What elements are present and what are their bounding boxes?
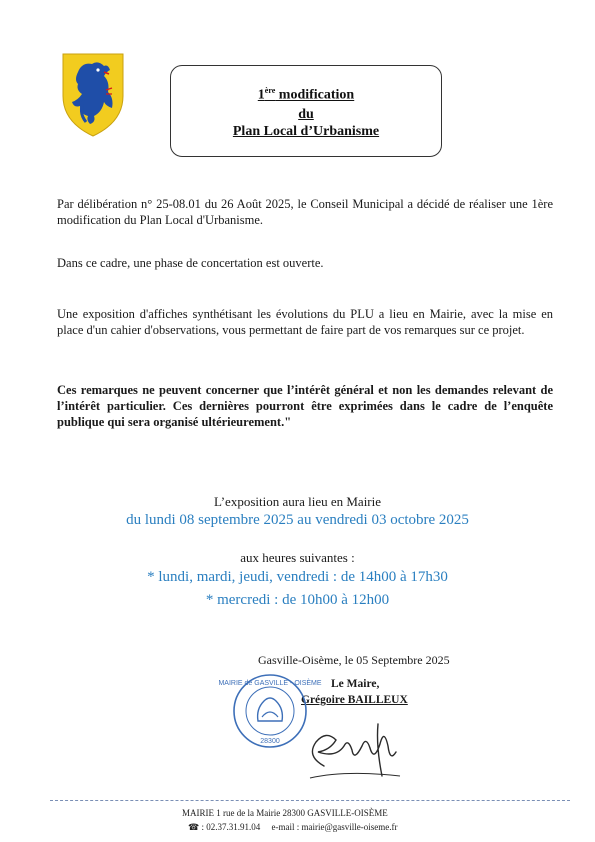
exhibition-intro: L’exposition aura lieu en Mairie [213, 494, 382, 509]
hours-intro: aux heures suivantes : [240, 550, 355, 565]
phone-icon: ☎ [188, 822, 200, 832]
footer-email: e-mail : mairie@gasville-oiseme.fr [271, 822, 398, 832]
handwritten-signature [296, 706, 416, 786]
lion-rampant-crest-icon [60, 50, 126, 138]
title-line-2: du [298, 107, 314, 122]
paragraph-deliberation: Par délibération n° 25-08.01 du 26 Août 2025, le Conseil Municipal a décidé de réaliser une 1ère modification du Plan Local d'Urbanisme. [57, 197, 553, 227]
mayor-name: Grégoire BAILLEUX [301, 694, 408, 706]
place-date: Gasville-Oisème, le 05 Septembre 2025 [258, 653, 450, 667]
paragraph-concertation: Dans ce cadre, une phase de concertation est ouverte. [57, 256, 324, 270]
paragraph-remarques: Ces remarques ne peuvent concerner que l’intérêt général et non les demandes relevant de l’intérêt particulier. Ces dernières pourront être exprimées dans le cadre de l’enquête publique qui sera organisé ultérieurement." [57, 383, 553, 429]
signature-icon [296, 706, 416, 786]
footer-address: MAIRIE 1 rue de la Mairie 28300 GASVILLE-OISÈME [182, 808, 388, 818]
svg-text:MAIRIE de GASVILLE - OISÈME: MAIRIE de GASVILLE - OISÈME [218, 680, 322, 687]
title-line-1: 1ère modification [257, 86, 355, 103]
hours-wednesday: * mercredi : de 10h00 à 12h00 [205, 592, 390, 608]
footer-divider [50, 800, 570, 801]
title-line-3: Plan Local d’Urbanisme [232, 124, 380, 139]
footer-contact [188, 822, 397, 833]
paragraph-exposition: Une exposition d'affiches synthétisant les évolutions du PLU a lieu en Mairie, avec la mise en place d'un cahier d'observations, vous permettant de faire part de vos remarques sur ce projet. [57, 307, 553, 337]
mayor-title: Le Maire, [331, 678, 380, 690]
hours-weekdays: * lundi, mardi, jeudi, vendredi : de 14h00 à 17h30 [147, 569, 448, 585]
exhibition-dates: du lundi 08 septembre 2025 au vendredi 03 octobre 2025 [126, 512, 469, 528]
svg-text:28300: 28300 [260, 738, 280, 745]
title-box [170, 65, 442, 157]
footer-phone: : 02.37.31.91.04 [201, 822, 261, 832]
municipal-crest [60, 50, 126, 138]
